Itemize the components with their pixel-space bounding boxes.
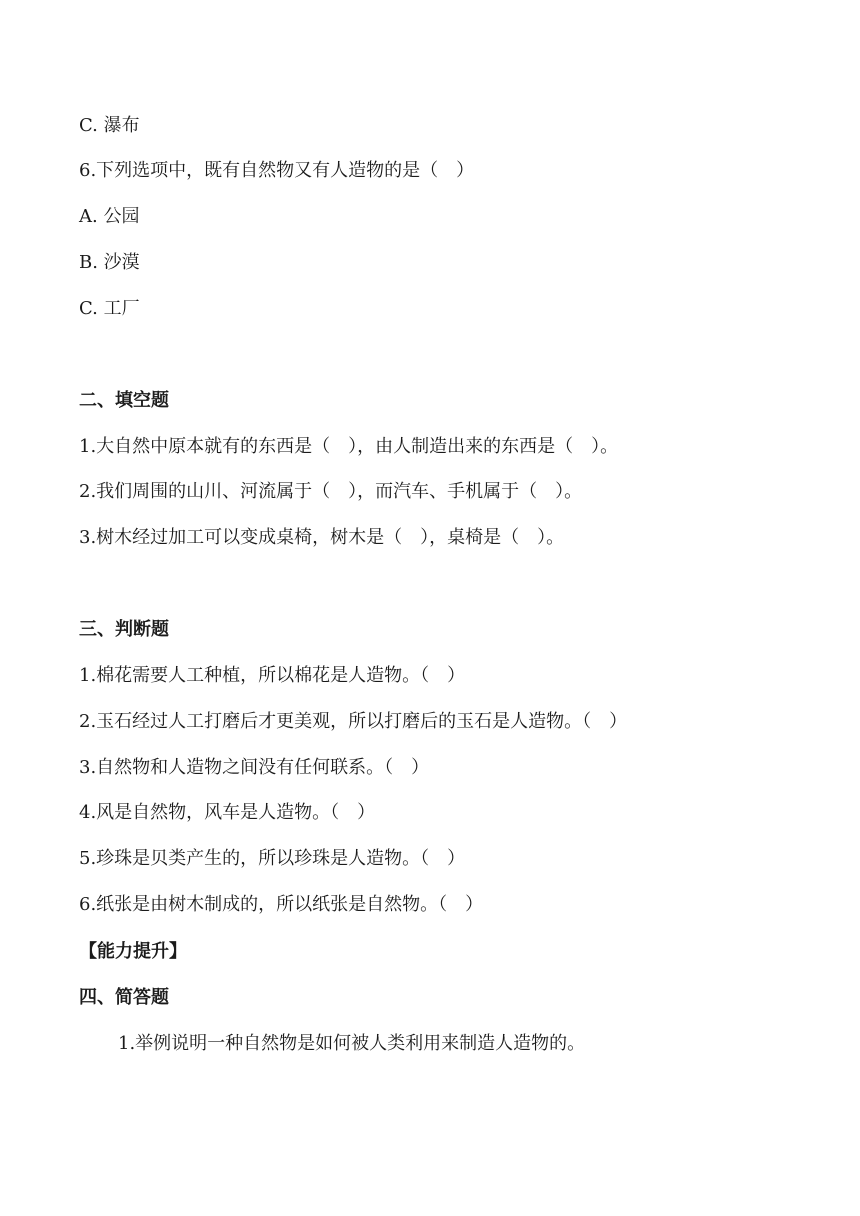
q5-option-c: C. 瀑布 [79, 115, 140, 136]
q6-option-c: C. 工厂 [79, 298, 140, 319]
fill-section-title: 二、填空题 [79, 390, 169, 411]
fill-item-3: 3.树木经过加工可以变成桌椅，树木是（ ），桌椅是（ ）。 [79, 527, 565, 548]
judge-item-2: 2.玉石经过人工打磨后才更美观，所以打磨后的玉石是人造物。（ ） [79, 711, 628, 732]
judge-item-5: 5.珍珠是贝类产生的，所以珍珠是人造物。（ ） [79, 848, 466, 869]
q6-question: 6.下列选项中，既有自然物又有人造物的是（ ） [79, 160, 475, 181]
ability-banner: 【能力提升】 [79, 941, 187, 962]
short-answer-section-title: 四、简答题 [79, 987, 169, 1008]
judge-section-title: 三、判断题 [79, 619, 169, 640]
q6-option-b: B. 沙漠 [79, 252, 140, 273]
fill-item-1: 1.大自然中原本就有的东西是（ ），由人制造出来的东西是（ ）。 [79, 436, 619, 457]
judge-item-3: 3.自然物和人造物之间没有任何联系。（ ） [79, 757, 430, 778]
fill-item-2: 2.我们周围的山川、河流属于（ ），而汽车、手机属于（ ）。 [79, 481, 583, 502]
judge-item-4: 4.风是自然物，风车是人造物。（ ） [79, 802, 376, 823]
short-answer-item-1: 1.举例说明一种自然物是如何被人类利用来制造人造物的。 [118, 1033, 586, 1054]
q6-option-a: A. 公园 [79, 206, 140, 227]
judge-item-1: 1.棉花需要人工种植，所以棉花是人造物。（ ） [79, 665, 466, 686]
judge-item-6: 6.纸张是由树木制成的，所以纸张是自然物。（ ） [79, 894, 484, 915]
